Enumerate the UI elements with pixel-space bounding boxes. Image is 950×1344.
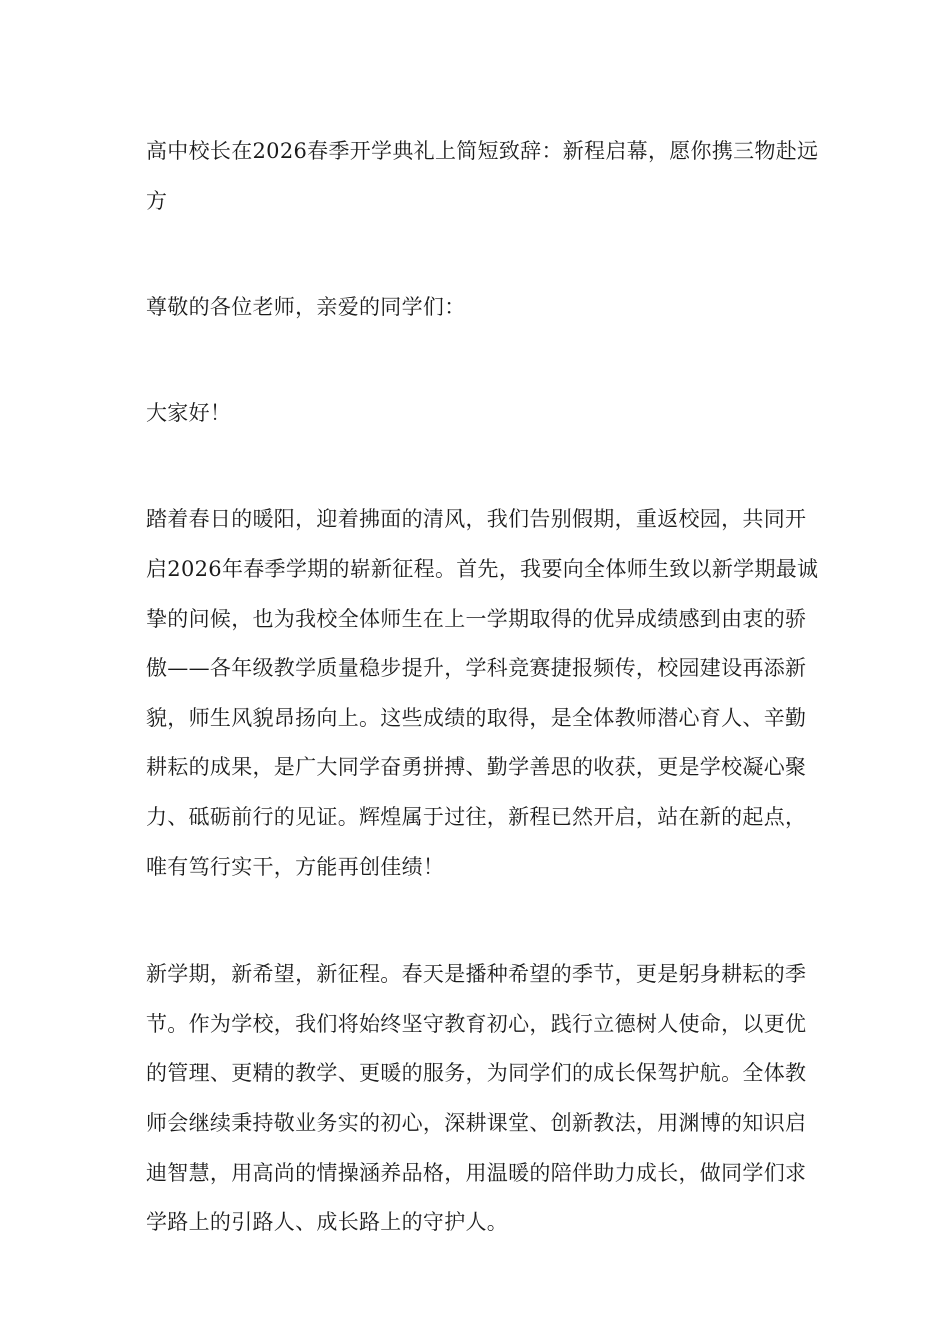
document-title: 高中校长在2026春季开学典礼上简短致辞：新程启幕，愿你携三物赴远方	[146, 139, 819, 213]
body-paragraph: 新学期，新希望，新征程。春天是播种希望的季节，更是躬身耕耘的季节。作为学校，我们将始终坚守教育初心，践行立德树人使命，以更优的管理、更精的教学、更暖的服务，为同学们的成长保驾护航。全体教师会继续秉持敬业务实的初心，深耕课堂、创新教法，用渊博的知识启迪智慧，用高尚的情操涵养品格，用温暖的陪伴助力成长，做同学们求学路上的引路人、成长路上的守护人。	[146, 962, 807, 1235]
document-page	[146, 127, 826, 1306]
body-paragraph: 踏着春日的暖阳，迎着拂面的清风，我们告别假期，重返校园，共同开启2026年春季学期的崭新征程。首先，我要向全体师生致以新学期最诚挚的问候，也为我校全体师生在上一学期取得的优异成绩感到由衷的骄傲——各年级教学质量稳步提升，学科竞赛捷报频传，校园建设再添新貌，师生风貌昂扬向上。这些成绩的取得，是全体教师潜心育人、辛勤耕耘的成果，是广大同学奋勇拼搏、勤学善思的收获，更是学校凝心聚力、砥砺前行的见证。辉煌属于过往，新程已然开启，站在新的起点，唯有笃行实干，方能再创佳绩！	[146, 507, 819, 879]
greeting: 大家好！	[146, 400, 232, 425]
salutation: 尊敬的各位老师，亲爱的同学们：	[146, 295, 466, 320]
